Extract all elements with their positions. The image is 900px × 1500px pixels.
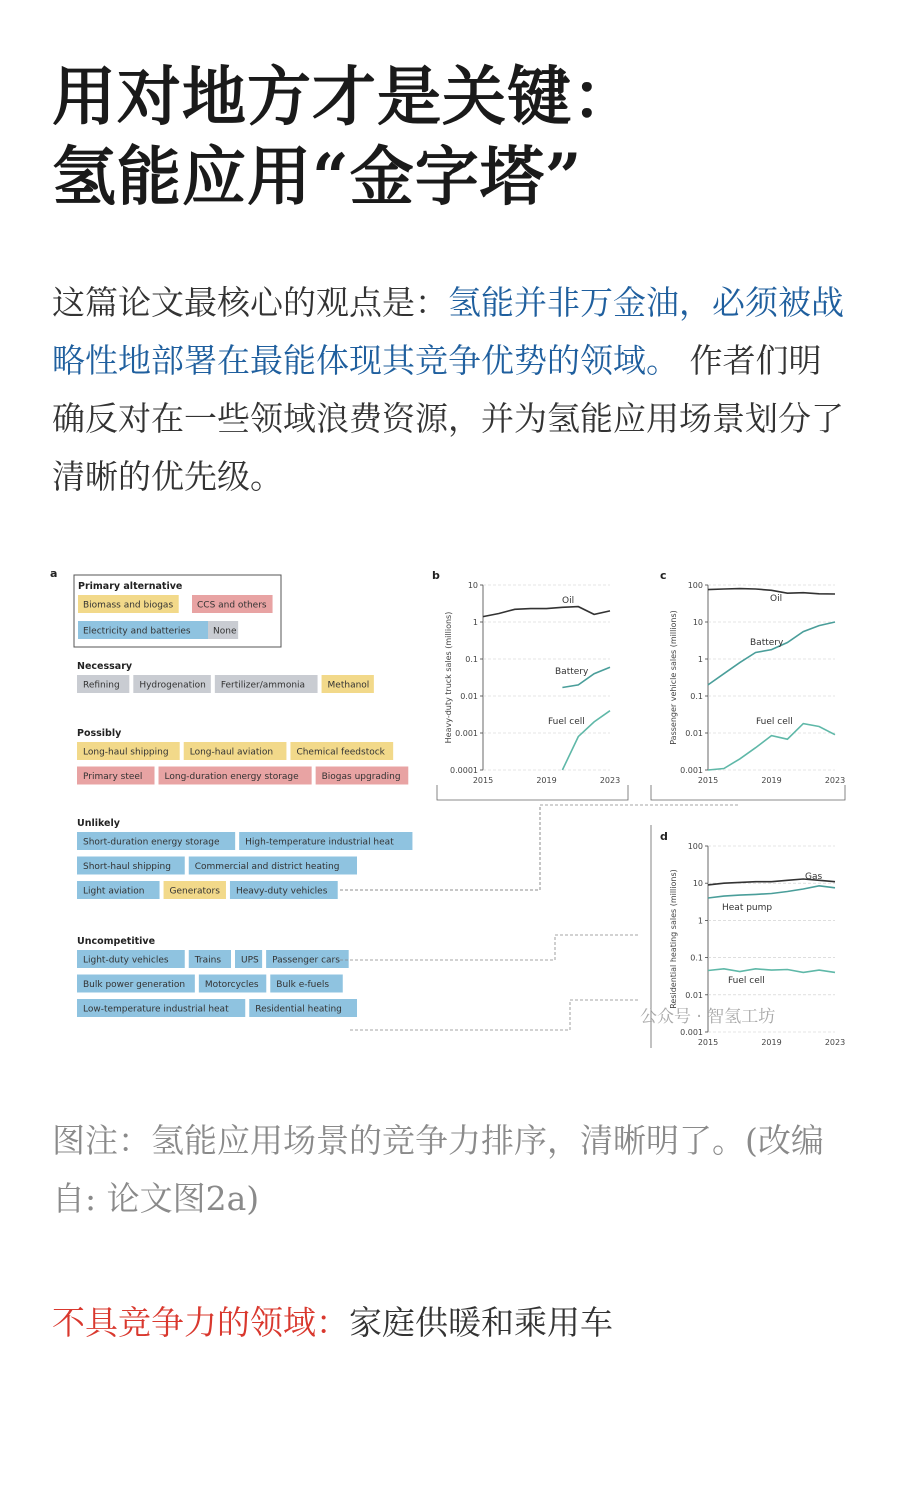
y-tick-label: 100 <box>687 842 703 851</box>
application-tag-label: Short-duration energy storage <box>83 837 220 848</box>
figure-svg <box>40 560 860 1060</box>
application-tag-label: Long-haul shipping <box>83 747 169 758</box>
x-tick-label: 2023 <box>824 776 846 785</box>
y-tick-label: 0.01 <box>685 729 703 738</box>
series-label: Battery <box>555 667 589 677</box>
series-label: Heat pump <box>722 903 773 913</box>
article-title <box>52 58 852 218</box>
watermark: 公众号 · 智氢工坊 <box>640 1007 776 1027</box>
y-tick-label: 10 <box>692 618 703 627</box>
application-tag-label: Long-duration energy storage <box>164 772 299 782</box>
application-tag-label: Generators <box>169 886 220 897</box>
legend-item-label: None <box>213 626 237 637</box>
panel-c-frame <box>651 785 845 800</box>
panel-a-label: a <box>50 567 58 580</box>
intro-paragraph <box>52 274 852 506</box>
application-tag-label: Bulk power generation <box>83 980 186 990</box>
y-tick-label: 10 <box>692 879 703 889</box>
y-axis-label: Passenger vehicle sales (millions) <box>669 610 678 745</box>
application-tag-label: Commercial and district heating <box>194 862 340 872</box>
title-line-2: 氢能应用“金字塔” <box>52 140 583 215</box>
application-tag-label: Fertilizer/ammonia <box>220 680 306 691</box>
x-tick-label: 2023 <box>599 776 621 785</box>
legend-item-label: Electricity and batteries <box>83 626 191 637</box>
y-tick-label: 1 <box>697 655 703 664</box>
figure <box>40 560 860 1060</box>
application-tag-label: Passenger cars <box>272 955 340 966</box>
x-tick-label: 2015 <box>697 776 719 785</box>
application-tag-label: Bulk e-fuels <box>276 980 330 990</box>
x-tick-label: 2023 <box>824 1038 846 1047</box>
y-tick-label: 0.001 <box>680 1028 703 1037</box>
application-tag-label: Motorcycles <box>204 980 259 990</box>
figure-caption: 图注：氢能应用场景的竞争力排序，清晰明了。(改编自: 论文图2a) <box>52 1121 824 1218</box>
application-tag-label: Methanol <box>327 680 370 691</box>
application-tag-label: Primary steel <box>83 772 143 782</box>
series-label: Fuel cell <box>728 976 765 986</box>
series-line <box>708 969 835 973</box>
panel-label: d <box>660 830 668 843</box>
application-tag-label: Biogas upgrading <box>321 772 401 782</box>
legend-item-label: Biomass and biogas <box>83 600 174 611</box>
y-tick-label: 1 <box>697 916 703 926</box>
series-line <box>708 724 835 770</box>
group-label: Unlikely <box>77 818 120 829</box>
intro-highlight: 氢能并非万金油，必须被战略性地部署在最能体现其竞争优势的领域。 <box>52 283 844 380</box>
application-tag-label: Chemical feedstock <box>296 747 385 758</box>
y-tick-label: 10 <box>467 581 478 590</box>
series-label: Oil <box>562 596 575 606</box>
series-label: Oil <box>770 594 783 604</box>
legend-item-label: CCS and others <box>197 600 267 611</box>
y-tick-label: 0.1 <box>690 953 703 963</box>
application-tag-label: UPS <box>241 955 259 966</box>
series-line <box>708 886 835 898</box>
y-tick-label: 0.01 <box>685 990 703 1000</box>
y-tick-label: 0.001 <box>680 766 703 775</box>
title-line-1: 用对地方才是关键： <box>52 60 637 135</box>
application-tag-label: Trains <box>194 955 222 966</box>
section-heading <box>52 1294 852 1352</box>
application-tag-label: Low-temperature industrial heat <box>83 1004 229 1015</box>
y-tick-label: 0.1 <box>465 655 478 664</box>
series-label: Battery <box>750 638 784 648</box>
series-label: Fuel cell <box>548 717 585 727</box>
x-tick-label: 2015 <box>472 776 494 785</box>
application-tag-label: Refining <box>83 680 120 691</box>
connector-line <box>340 935 640 960</box>
y-tick-label: 1 <box>472 618 478 627</box>
series-label: Fuel cell <box>756 717 793 727</box>
section-text: 家庭供暖和乘用车 <box>349 1303 613 1342</box>
series-line <box>483 607 610 617</box>
application-tag-label: High-temperature industrial heat <box>245 837 394 848</box>
panel-label: b <box>432 569 440 582</box>
y-axis-label: Residential heating sales (millions) <box>669 869 678 1009</box>
panel-b-frame <box>437 785 628 800</box>
x-tick-label: 2015 <box>697 1038 719 1047</box>
intro-lead: 这篇论文最核心的观点是： <box>52 283 448 322</box>
y-tick-label: 100 <box>687 581 703 590</box>
x-tick-label: 2019 <box>536 776 557 785</box>
panel-label: c <box>660 569 667 582</box>
application-tag-label: Short-haul shipping <box>83 862 171 872</box>
y-axis-label: Heavy-duty truck sales (millions) <box>444 611 453 744</box>
intro-rest: 作者们明确反对在一些领域浪费资源，并为氢能应用场景划分了清晰的优先级。 <box>52 341 844 496</box>
connector-line <box>350 1000 640 1030</box>
application-tag-label: Heavy-duty vehicles <box>235 886 328 897</box>
application-tag-label: Light-duty vehicles <box>83 955 169 966</box>
x-tick-label: 2019 <box>761 1038 782 1047</box>
group-label: Necessary <box>77 661 133 672</box>
legend-title: Primary alternative <box>78 581 183 592</box>
group-label: Possibly <box>77 728 122 739</box>
application-tag-label: Hydrogenation <box>139 680 206 691</box>
y-tick-label: 0.01 <box>460 692 478 701</box>
series-label: Gas <box>805 872 823 882</box>
application-tag-label: Long-haul aviation <box>189 747 274 758</box>
y-tick-label: 0.001 <box>455 729 478 738</box>
application-tag-label: Residential heating <box>255 1004 342 1015</box>
y-tick-label: 0.1 <box>690 692 703 701</box>
x-tick-label: 2019 <box>761 776 782 785</box>
series-line <box>708 622 835 685</box>
group-label: Uncompetitive <box>77 936 156 947</box>
y-tick-label: 0.0001 <box>450 766 478 775</box>
section-label: 不具竞争力的领域： <box>52 1303 349 1342</box>
application-tag-label: Light aviation <box>83 886 145 897</box>
